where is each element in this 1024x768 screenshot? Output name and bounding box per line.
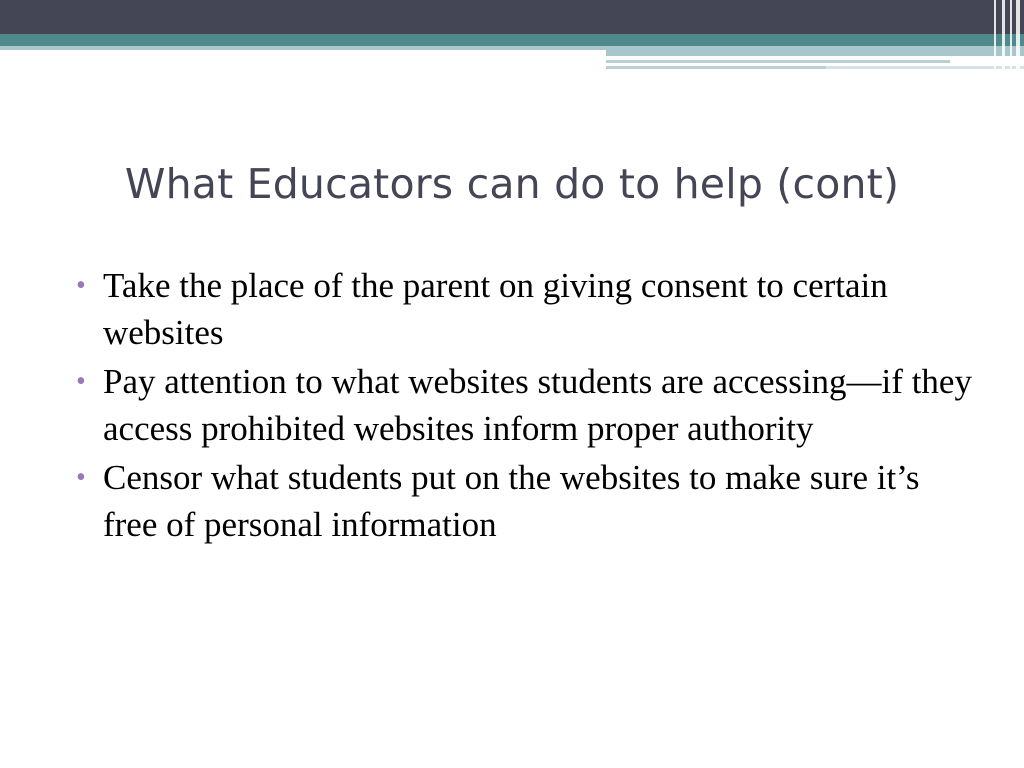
header-accent-line — [606, 60, 950, 63]
bullet-text: Pay attention to what websites students are accessing—if they access prohibited websites inform proper authority — [103, 362, 972, 448]
header-band-teal — [0, 34, 1024, 46]
bullet-text: Take the place of the parent on giving consent to certain websites — [103, 266, 888, 352]
bullet-item — [72, 454, 972, 548]
header-vertical-stripes — [988, 0, 1024, 70]
slide-title: What Educators can do to help (cont) — [124, 160, 900, 208]
header-accent-line-short — [606, 66, 826, 69]
bullet-dot-icon: • — [76, 366, 86, 397]
bullet-dot-icon: • — [76, 462, 86, 493]
bullet-item — [72, 262, 972, 356]
bullet-text: Censor what students put on the websites to make sure it’s free of personal information — [103, 458, 920, 544]
bullet-item — [72, 358, 972, 452]
bullet-list — [72, 262, 972, 550]
bullet-dot-icon: • — [76, 270, 86, 301]
header-band-dark — [0, 0, 1024, 34]
header-accent-bar — [606, 50, 1024, 56]
